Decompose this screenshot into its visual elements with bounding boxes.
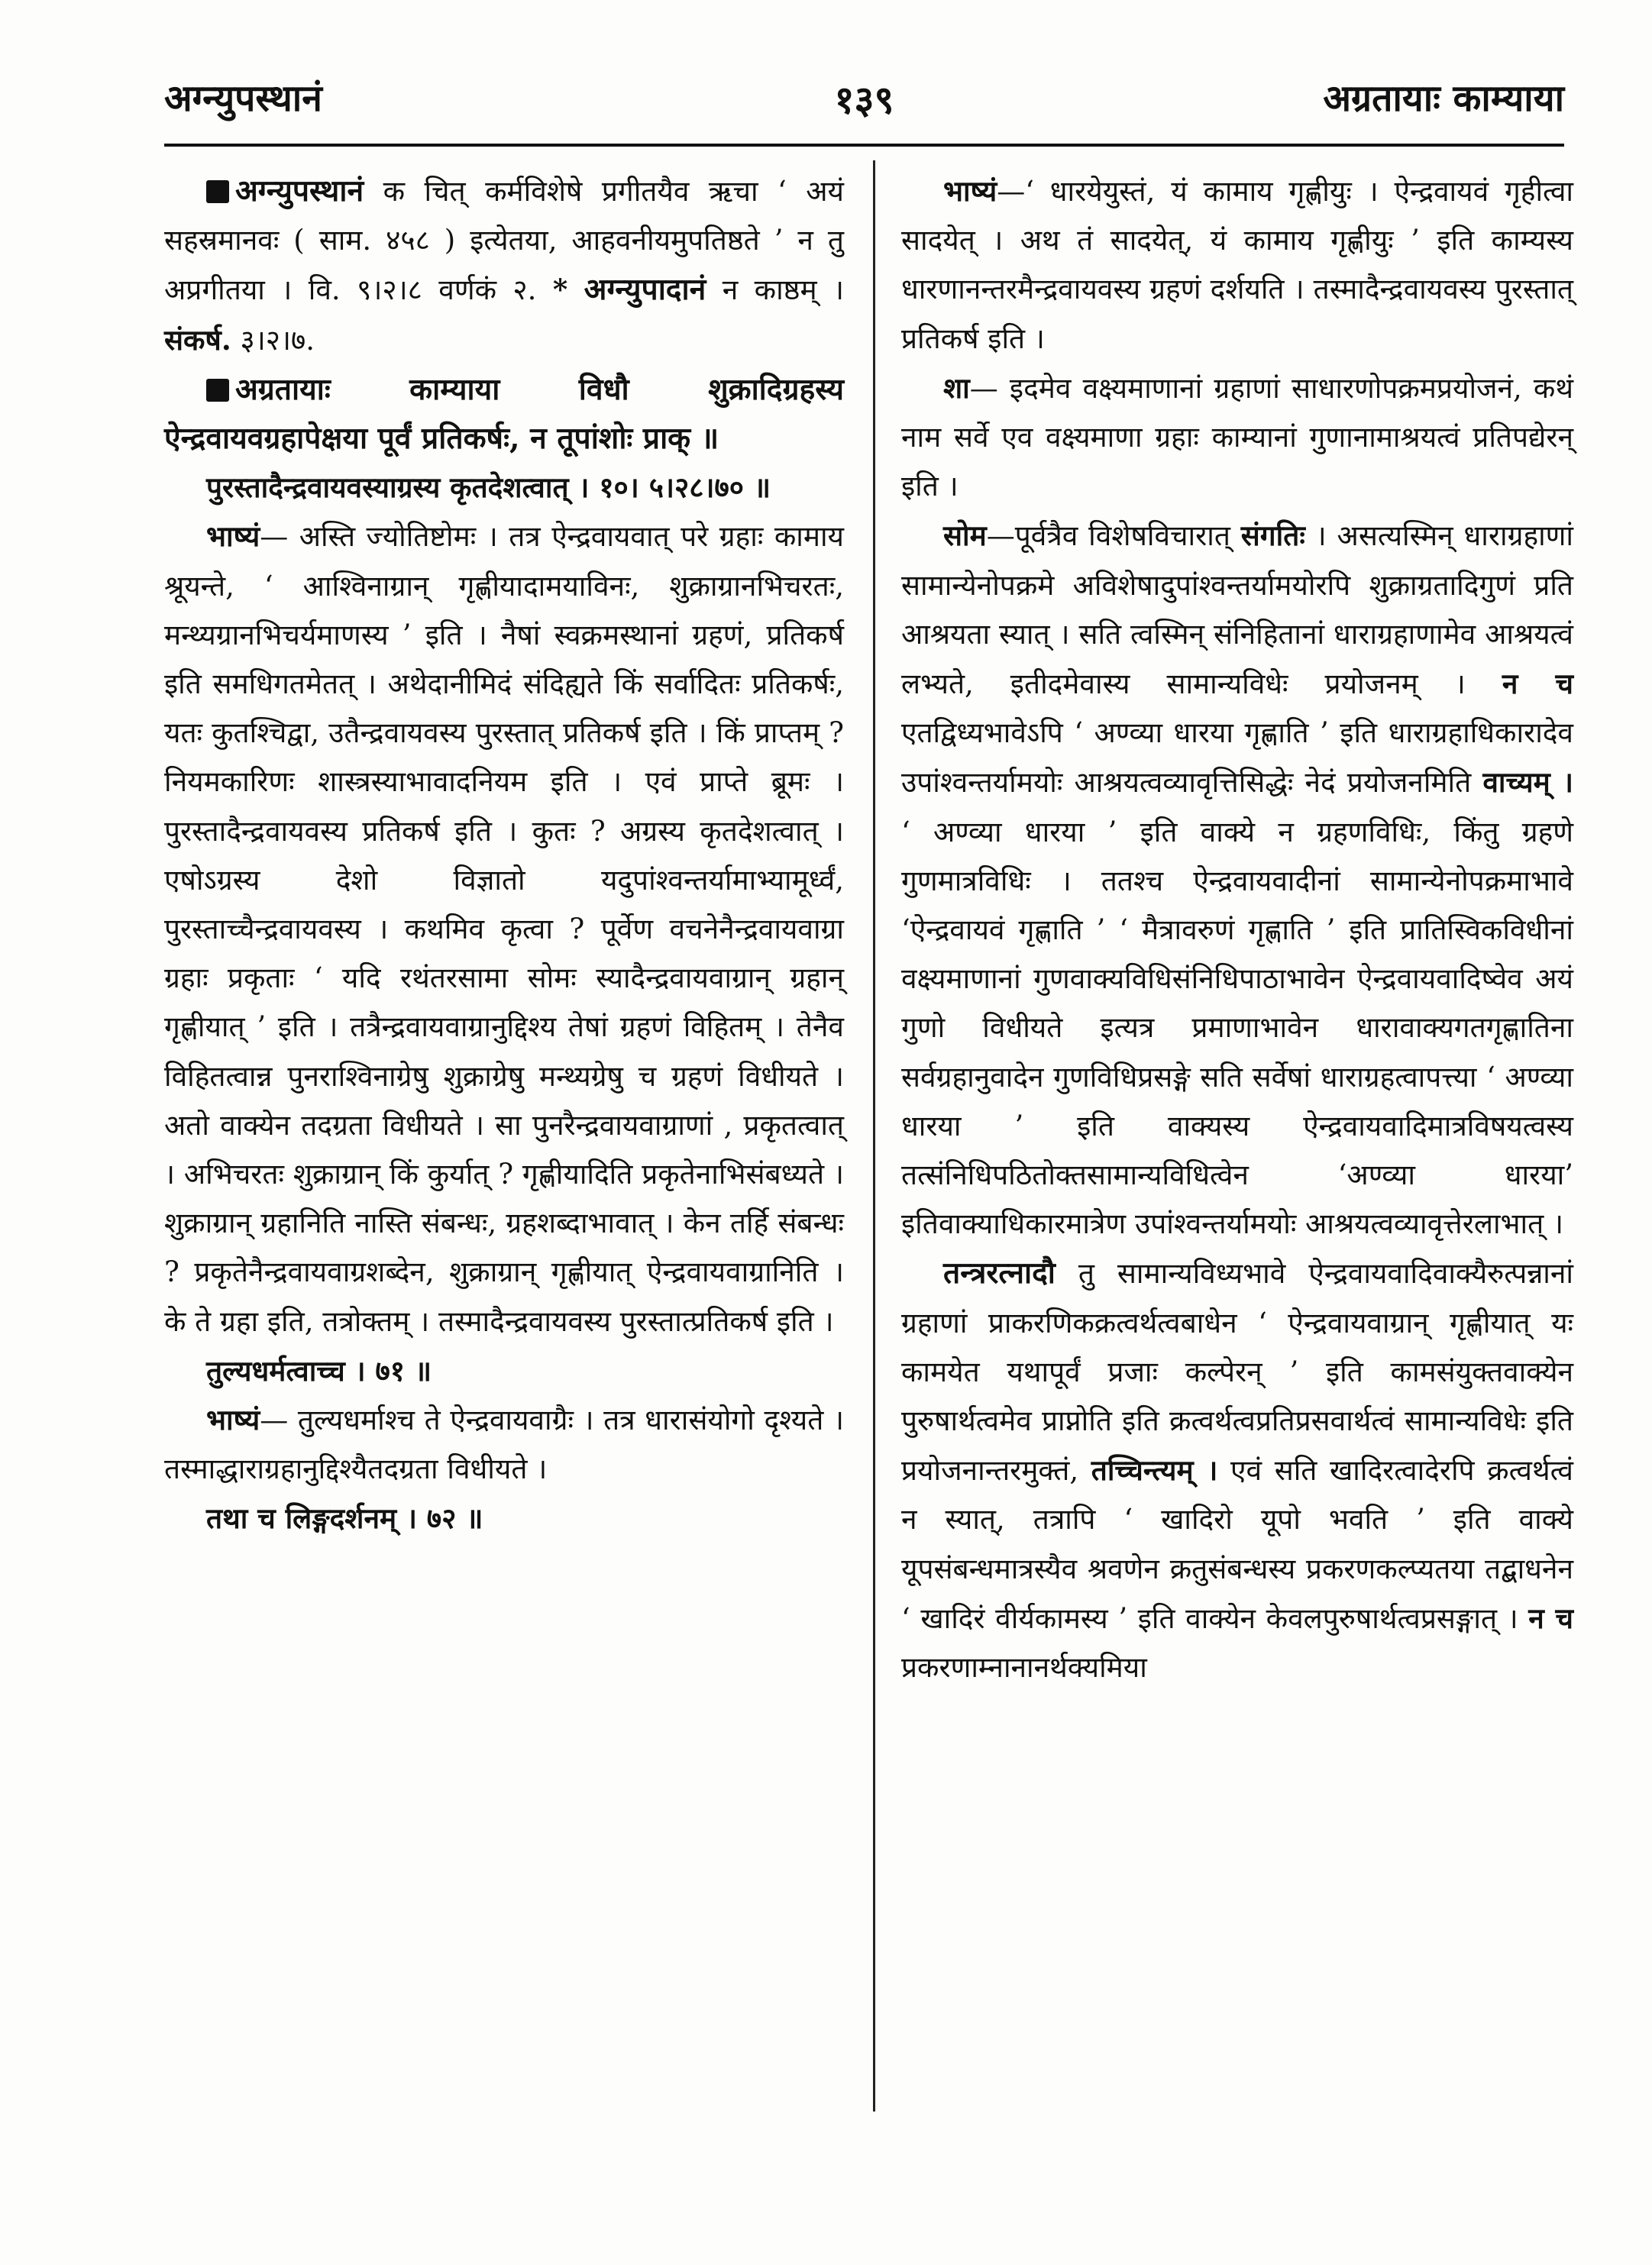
left-column — [164, 166, 844, 1543]
commentary-soma: सोम—पूर्वत्रैव विशेषविचारात् संगतिः । असत्यस्मिन् धाराग्रहाणां सामान्येनोपक्रमे अविशेषादुपांश्वन्तर्यामयोरपि शुक्राग्रतादिगुणं प्रति आश्रयता स्यात् । सति त्वस्मिन् संनिहितानां धाराग्रहाणामेव आश्रयत्वं लभ्यते, इतीदमेवास्य सामान्यविधेः प्रयोजनम् । न च एतद्विध्यभावेऽपि ‘ अण्व्या धारया गृह्णाति ’ इति धाराग्रहाधिकारादेव उपांश्वन्तर्यामयोः आश्रयत्वव्यावृत्तिसिद्धेः नेदं प्रयोजनमिति वाच्यम् । ‘ अण्व्या धारया ’ इति वाक्ये न ग्रहणविधिः, किंतु ग्रहणे गुणमात्रविधिः । ततश्च ऐन्द्रवायवादीनां सामान्येनोपक्रमाभावे ‘ऐन्द्रवायवं गृह्णाति ’ ‘ मैत्रावरुणं गृह्णाति ’ इति प्रातिस्विकविधीनां वक्ष्यमाणानां गुणवाक्यविधिसंनिधिपाठाभावेन ऐन्द्रवायवादिष्वेव अयं गुणो विधीयते इत्यत्र प्रमाणाभावेन धारावाक्यगतगृह्णातिना सर्वग्रहानुवादेन गुणविधिप्रसङ्गे सति सर्वेषां धाराग्रहत्वापत्त्या ‘ अण्व्या धारया ’ इति वाक्यस्य ऐन्द्रवायवादिमात्रविषयत्वस्य तत्संनिधिपठितोक्तसामान्यविधित्वेन ‘अण्व्या धारया’ इतिवाक्याधिकारमात्रेण उपांश्वन्तर्यामयोः आश्रयत्वव्यावृत्तेरलाभात् । — [901, 519, 1574, 1241]
entry-marker-icon — [206, 379, 229, 402]
bhashya-71: भाष्यं— तुल्यधर्माश्च ते ऐन्द्रवायवाग्रैः । तत्र धारासंयोगो दृश्यते । तस्माद्धाराग्रहानुद्दिश्यैतदग्रता विधीयते । — [164, 1403, 844, 1486]
entry-agnyupasthanam: अग्न्युपस्थानं क चित् कर्मविशेषे प्रगीतयैव ऋचा ‘ अयं सहस्रमानवः ( साम. ४५८ ) इत्येतया, आहवनीयमुपतिष्ठते ’ न तु अप्रगीतया । वि. ९।२।८ वर्णकं २. * अग्न्युपादानं न काष्ठम् । संकर्ष. ३।२।७. — [164, 173, 845, 357]
running-head-left: अग्न्युपस्थानं — [164, 77, 322, 120]
page-header — [164, 73, 1564, 126]
commentary-tantraratna: तन्त्ररत्नादौ तु सामान्यविध्यभावे ऐन्द्रवायवादिवाक्यैरुत्पन्नानां ग्रहाणां प्राकरणिकक्रत्वर्थत्वबाधेन ‘ ऐन्द्रवायवाग्रान् गृह्णीयात् यः कामयेत यथापूर्वं प्रजाः कल्पेरन् ’ इति कामसंयुक्तवाक्येन पुरुषार्थत्वमेव प्राप्नोति इति क्रत्वर्थत्वप्रतिप्रसवार्थत्वं सामान्यविधेः इति प्रयोजनान्तरमुक्तं, तच्चिन्त्यम् । एवं सति खादिरत्वादेरपि क्रत्वर्थत्वं न स्यात्, तत्रापि ‘ खादिरो यूपो भवति ’ इति वाक्ये यूपसंबन्धमात्रस्यैव श्रवणेन क्रतुसंबन्धस्य प्रकरणकल्प्यतया तद्बाधनेन ‘ खादिरं वीर्यकामस्य ’ इति वाक्येन केवलपुरुषार्थत्वप्रसङ्गात् । न च प्रकरणाम्नानानर्थक्यमिया — [901, 1255, 1573, 1685]
sutra-71: तुल्यधर्मत्वाच्च । ७१ ॥ — [206, 1353, 432, 1388]
sutra-70: पुरस्तादैन्द्रवायवस्याग्रस्य कृतदेशत्वात् । १०। ५।२८।७० ॥ — [206, 470, 771, 505]
running-head-right: अग्रतायाः काम्याया — [1323, 77, 1564, 120]
right-column — [901, 166, 1573, 1692]
header-rule — [164, 144, 1564, 147]
entry-agratayah-heading: अग्रतायाः काम्याया विधौ शुक्रादिग्रहस्य ऐन्द्रवायवग्रहापेक्षया पूर्वं प्रतिकर्षः, न तूपांशोः प्राक् ॥ — [164, 371, 844, 457]
page-number: १३९ — [834, 77, 894, 122]
sutra-72: तथा च लिङ्गदर्शनम् । ७२ ॥ — [206, 1501, 483, 1536]
column-divider — [873, 160, 875, 2112]
commentary-sha: शा— इदमेव वक्ष्यमाणानां ग्रहाणां साधारणोपक्रमप्रयोजनं, कथं नाम सर्वे एव वक्ष्यमाणा ग्रहाः काम्यानां गुणानामाश्रयत्वं प्रतिपद्येरन् इति । — [901, 370, 1573, 503]
bhashya-72: भाष्यं—‘ धारयेयुस्तं, यं कामाय गृह्णीयुः । ऐन्द्रवायवं गृहीत्वा सादयेत् । अथ तं सादयेत्, यं कामाय गृह्णीयुः ’ इति काम्यस्य धारणानन्तरमैन्द्रवायवस्य ग्रहणं दर्शयति । तस्मादैन्द्रवायवस्य पुरस्तात् प्रतिकर्ष इति । — [901, 174, 1573, 355]
bhashya-70: भाष्यं— अस्ति ज्योतिष्टोमः । तत्र ऐन्द्रवायवात् परे ग्रहाः कामाय श्रूयन्ते, ‘ आश्विनाग्रान् गृह्णीयादामयाविनः, शुक्राग्रानभिचरतः, मन्थ्यग्रानभिचर्यमाणस्य ’ इति । नैषां स्वक्रमस्थानां ग्रहणं, प्रतिकर्ष इति समधिगतमेतत् । अथेदानीमिदं संदिह्यते किं सर्वादितः प्रतिकर्षः, यतः कुतश्चिद्वा, उतैन्द्रवायवस्य पुरस्तात् प्रतिकर्ष इति । किं प्राप्तम् ? नियमकारिणः शास्त्रस्याभावादनियम इति । एवं प्राप्ते ब्रूमः । पुरस्तादैन्द्रवायवस्य प्रतिकर्ष इति । कुतः ? अग्रस्य कृतदेशत्वात् । एषोऽग्रस्य देशो विज्ञातो यदुपांश्वन्तर्यामाभ्यामूर्ध्वं, पुरस्ताच्चैन्द्रवायवस्य । कथमिव कृत्वा ? पूर्वेण वचनेनैन्द्रवायवाग्रा ग्रहाः प्रकृताः ‘ यदि रथंतरसामा सोमः स्यादैन्द्रवायवाग्रान् ग्रहान् गृह्णीयात् ’ इति । तत्रैन्द्रवायवाग्रानुद्दिश्य तेषां ग्रहणं विहितम् । तेनैव विहितत्वान्न पुनराश्विनाग्रेषु शुक्राग्रेषु मन्थ्यग्रेषु च ग्रहणं विधीयते । अतो वाक्येन तदग्रता विधीयते । सा पुनरैन्द्रवायवाग्राणां , प्रकृतत्वात् । अभिचरतः शुक्राग्रान् किं कुर्यात् ? गृह्णीयादिति प्रकृतेनाभिसंबध्यते । शुक्राग्रान् ग्रहानिति नास्ति संबन्धः, ग्रहशब्दाभावात् । केन तर्हि संबन्धः ? प्रकृतेनैन्द्रवायवाग्रशब्देन, शुक्राग्रान् गृह्णीयात् ऐन्द्रवायवाग्रानिति । के ते ग्रहा इति, तत्रोक्तम् । तस्मादैन्द्रवायवस्य पुरस्तात्प्रतिकर्ष इति । — [164, 519, 844, 1338]
entry-marker-icon — [206, 180, 229, 203]
